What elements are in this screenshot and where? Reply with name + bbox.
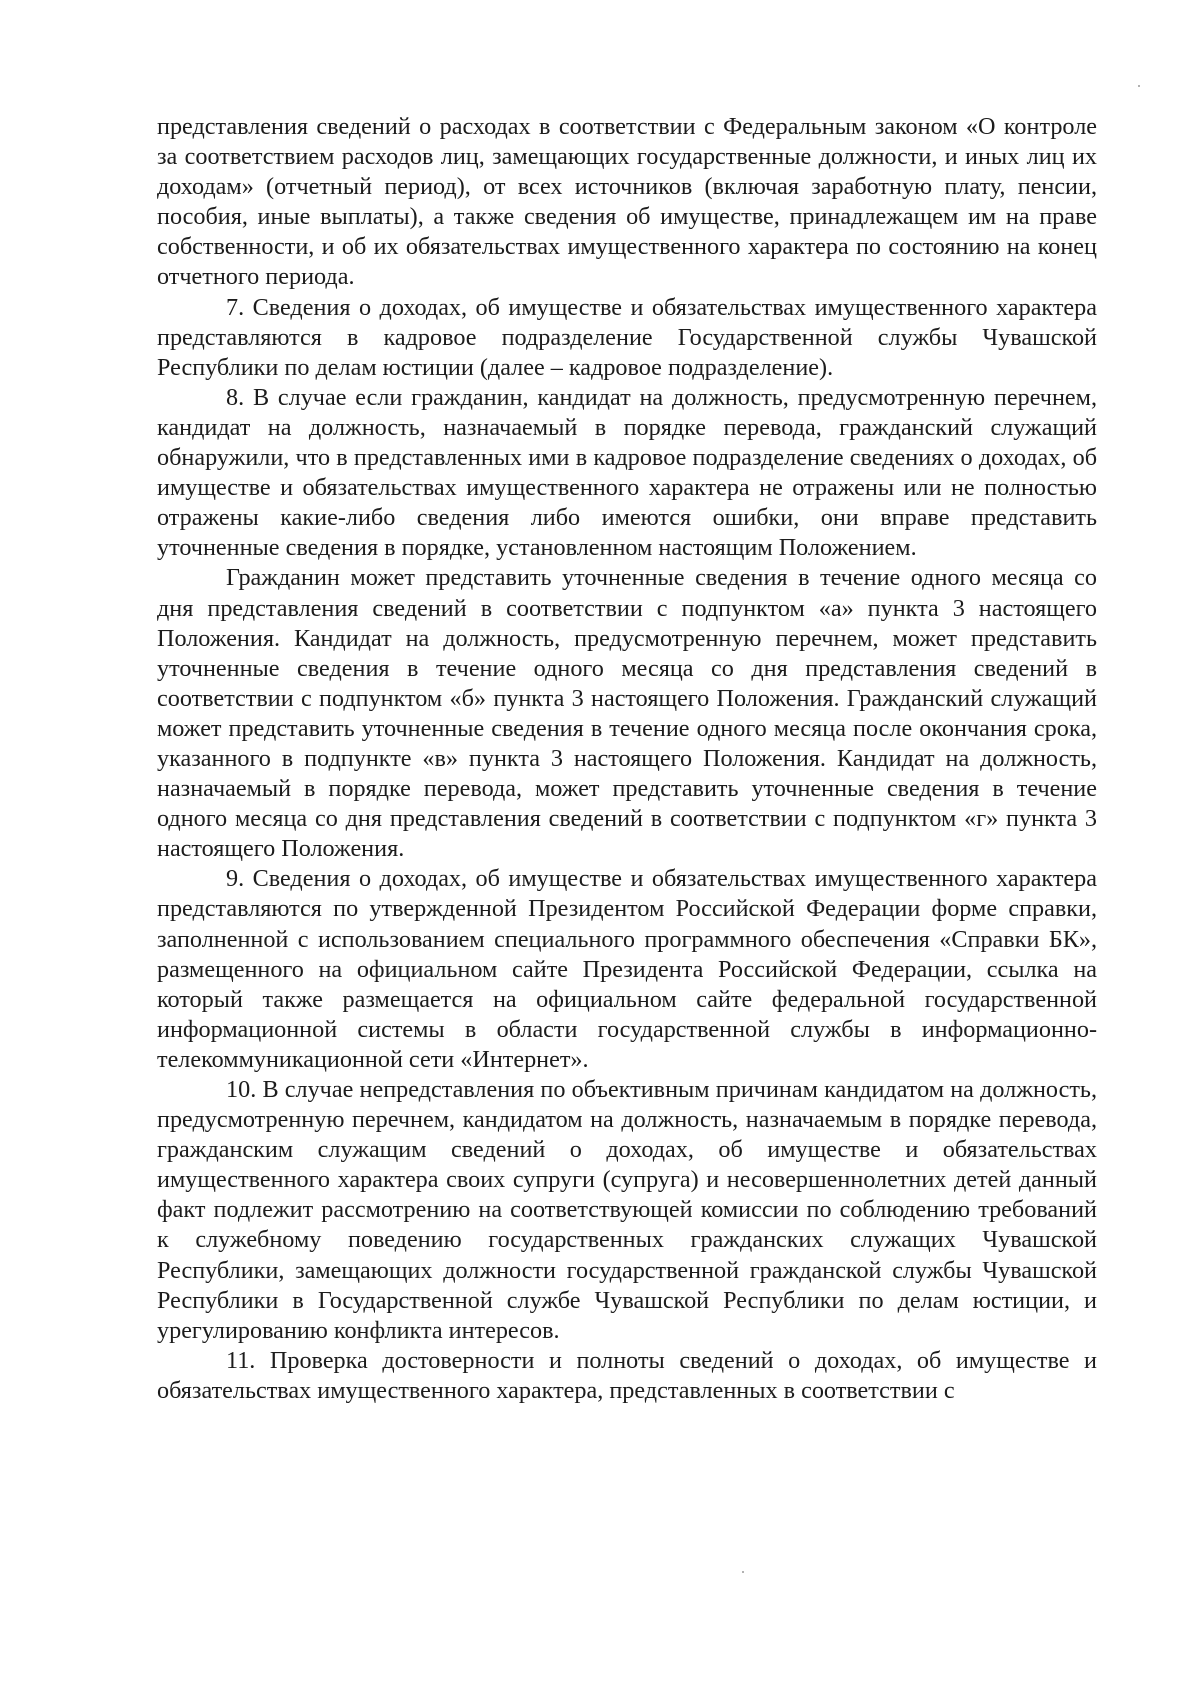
scan-speck-top-right: [1138, 85, 1140, 87]
paragraph-9: 9. Сведения о доходах, об имуществе и обязательствах имущественного характера представляются по утвержденной Президентом Российской Федерации форме справки, заполненной с использованием специального программного обеспечения «Справки БК», размещенного на официальном сайте Президента Российской Федерации, ссылка на который также размещается на официальном сайте федеральной государственной информационной системы в области государственной службы в информационно-телекоммуникационной сети «Интернет».: [157, 865, 1097, 1073]
paragraph-8: 8. В случае если гражданин, кандидат на должность, предусмотренную перечнем, кандидат на должность, назначаемый в порядке перевода, гражданский служащий обнаружили, что в представленных ими в кадровое подразделение сведениях о доходах, об имуществе и обязательствах имущественного характера не отражены или не полностью отражены какие-либо сведения либо имеются ошибки, они вправе представить уточненные сведения в порядке, установленном настоящим Положением.: [157, 383, 1097, 562]
document-page: [157, 112, 1097, 1406]
paragraph-8-continued: Гражданин может представить уточненные сведения в течение одного месяца со дня представления сведений в соответствии с подпунктом «а» пункта 3 настоящего Положения. Кандидат на должность, предусмотренную перечнем, может представить уточненные сведения в течение одного месяца со дня представления сведений в соответствии с подпунктом «б» пункта 3 настоящего Положения. Гражданский служащий может представить уточненные сведения в течение одного месяца после окончания срока, указанного в подпункте «в» пункта 3 настоящего Положения. Кандидат на должность, назначаемый в порядке перевода, может представить уточненные сведения в течение одного месяца со дня представления сведений в соответствии с подпунктом «г» пункта 3 настоящего Положения.: [157, 564, 1097, 863]
paragraph-continuation: представления сведений о расходах в соответствии с Федеральным законом «О контроле за соответствием расходов лиц, замещающих государственные должности, и иных лиц их доходам» (отчетный период), от всех источников (включая заработную плату, пенсии, пособия, иные выплаты), а также сведения об имуществе, принадлежащем им на праве собственности, и об их обязательствах имущественного характера по состоянию на конец отчетного периода.: [157, 113, 1097, 291]
scan-speck-bottom: [742, 1571, 744, 1573]
paragraph-10: 10. В случае непредставления по объективным причинам кандидатом на должность, предусмотренную перечнем, кандидатом на должность, назначаемым в порядке перевода, гражданским служащим сведений о доходах, об имуществе и обязательствах имущественного характера своих супруги (супруга) и несовершеннолетних детей данный факт подлежит рассмотрению на соответствующей комиссии по соблюдению требований к служебному поведению государственных гражданских служащих Чувашской Республики, замещающих должности государственной гражданской службы Чувашской Республики в Государственной службе Чувашской Республики по делам юстиции, и урегулированию конфликта интересов.: [157, 1076, 1097, 1344]
paragraph-11: 11. Проверка достоверности и полноты сведений о доходах, об имуществе и обязательствах имущественного характера, представленных в соответствии с: [157, 1346, 1097, 1404]
paragraph-7: 7. Сведения о доходах, об имуществе и обязательствах имущественного характера представляются в кадровое подразделение Государственной службы Чувашской Республики по делам юстиции (далее – кадровое подразделение).: [157, 293, 1097, 381]
